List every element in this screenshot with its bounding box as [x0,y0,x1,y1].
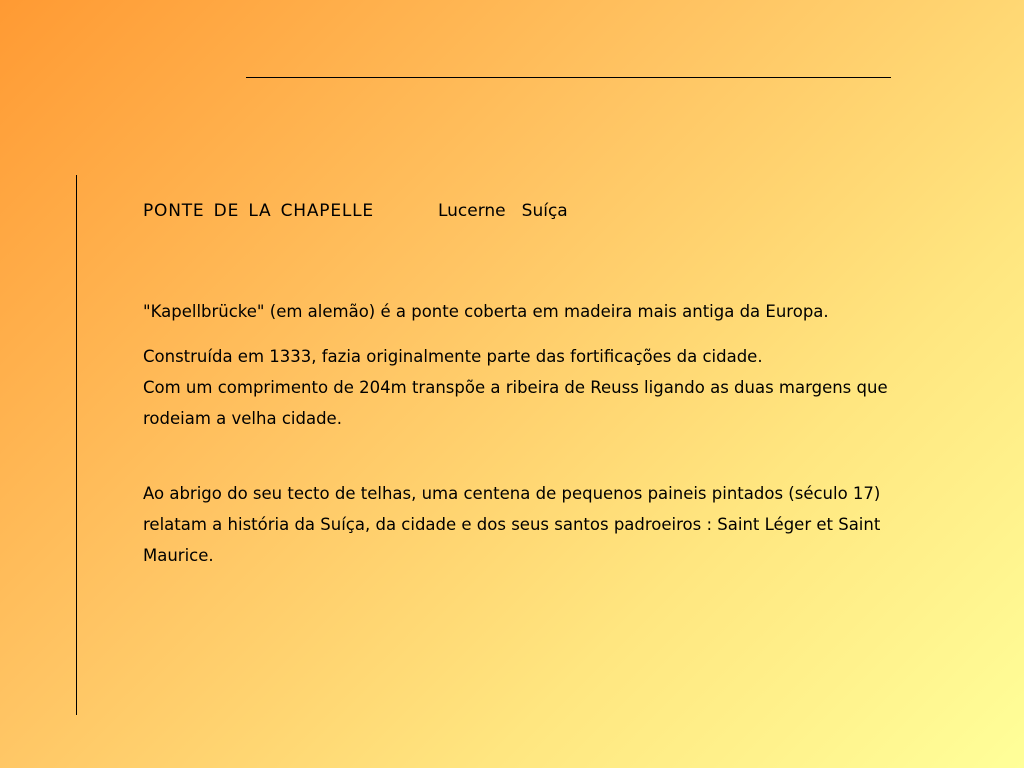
title-row [143,198,903,224]
text-line: relatam a história da Suíça, da cidade e dos seus santos padroeiros : Saint Léger et Saint [143,515,881,534]
text-line: rodeiam a velha cidade. [143,409,342,428]
slide-content [143,198,903,571]
title-city: Lucerne [437,201,506,221]
slide-title: PONTE DE LA CHAPELLE [143,201,374,221]
title-country: Suíça [521,201,568,221]
paragraph-history [143,341,903,434]
paragraph-paintings [143,478,903,571]
paragraph-intro: "Kapellbrücke" (em alemão) é a ponte coberta em madeira mais antiga da Europa. [143,302,829,321]
left-vertical-rule [76,175,77,715]
text-line: Construída em 1333, fazia originalmente parte das fortificações da cidade. [143,347,763,366]
top-divider [246,77,891,78]
text-line: Com um comprimento de 204m transpõe a ribeira de Reuss ligando as duas margens que [143,378,888,397]
text-line: Maurice. [143,546,214,565]
text-line: Ao abrigo do seu tecto de telhas, uma centena de pequenos paineis pintados (século 17) [143,484,881,503]
